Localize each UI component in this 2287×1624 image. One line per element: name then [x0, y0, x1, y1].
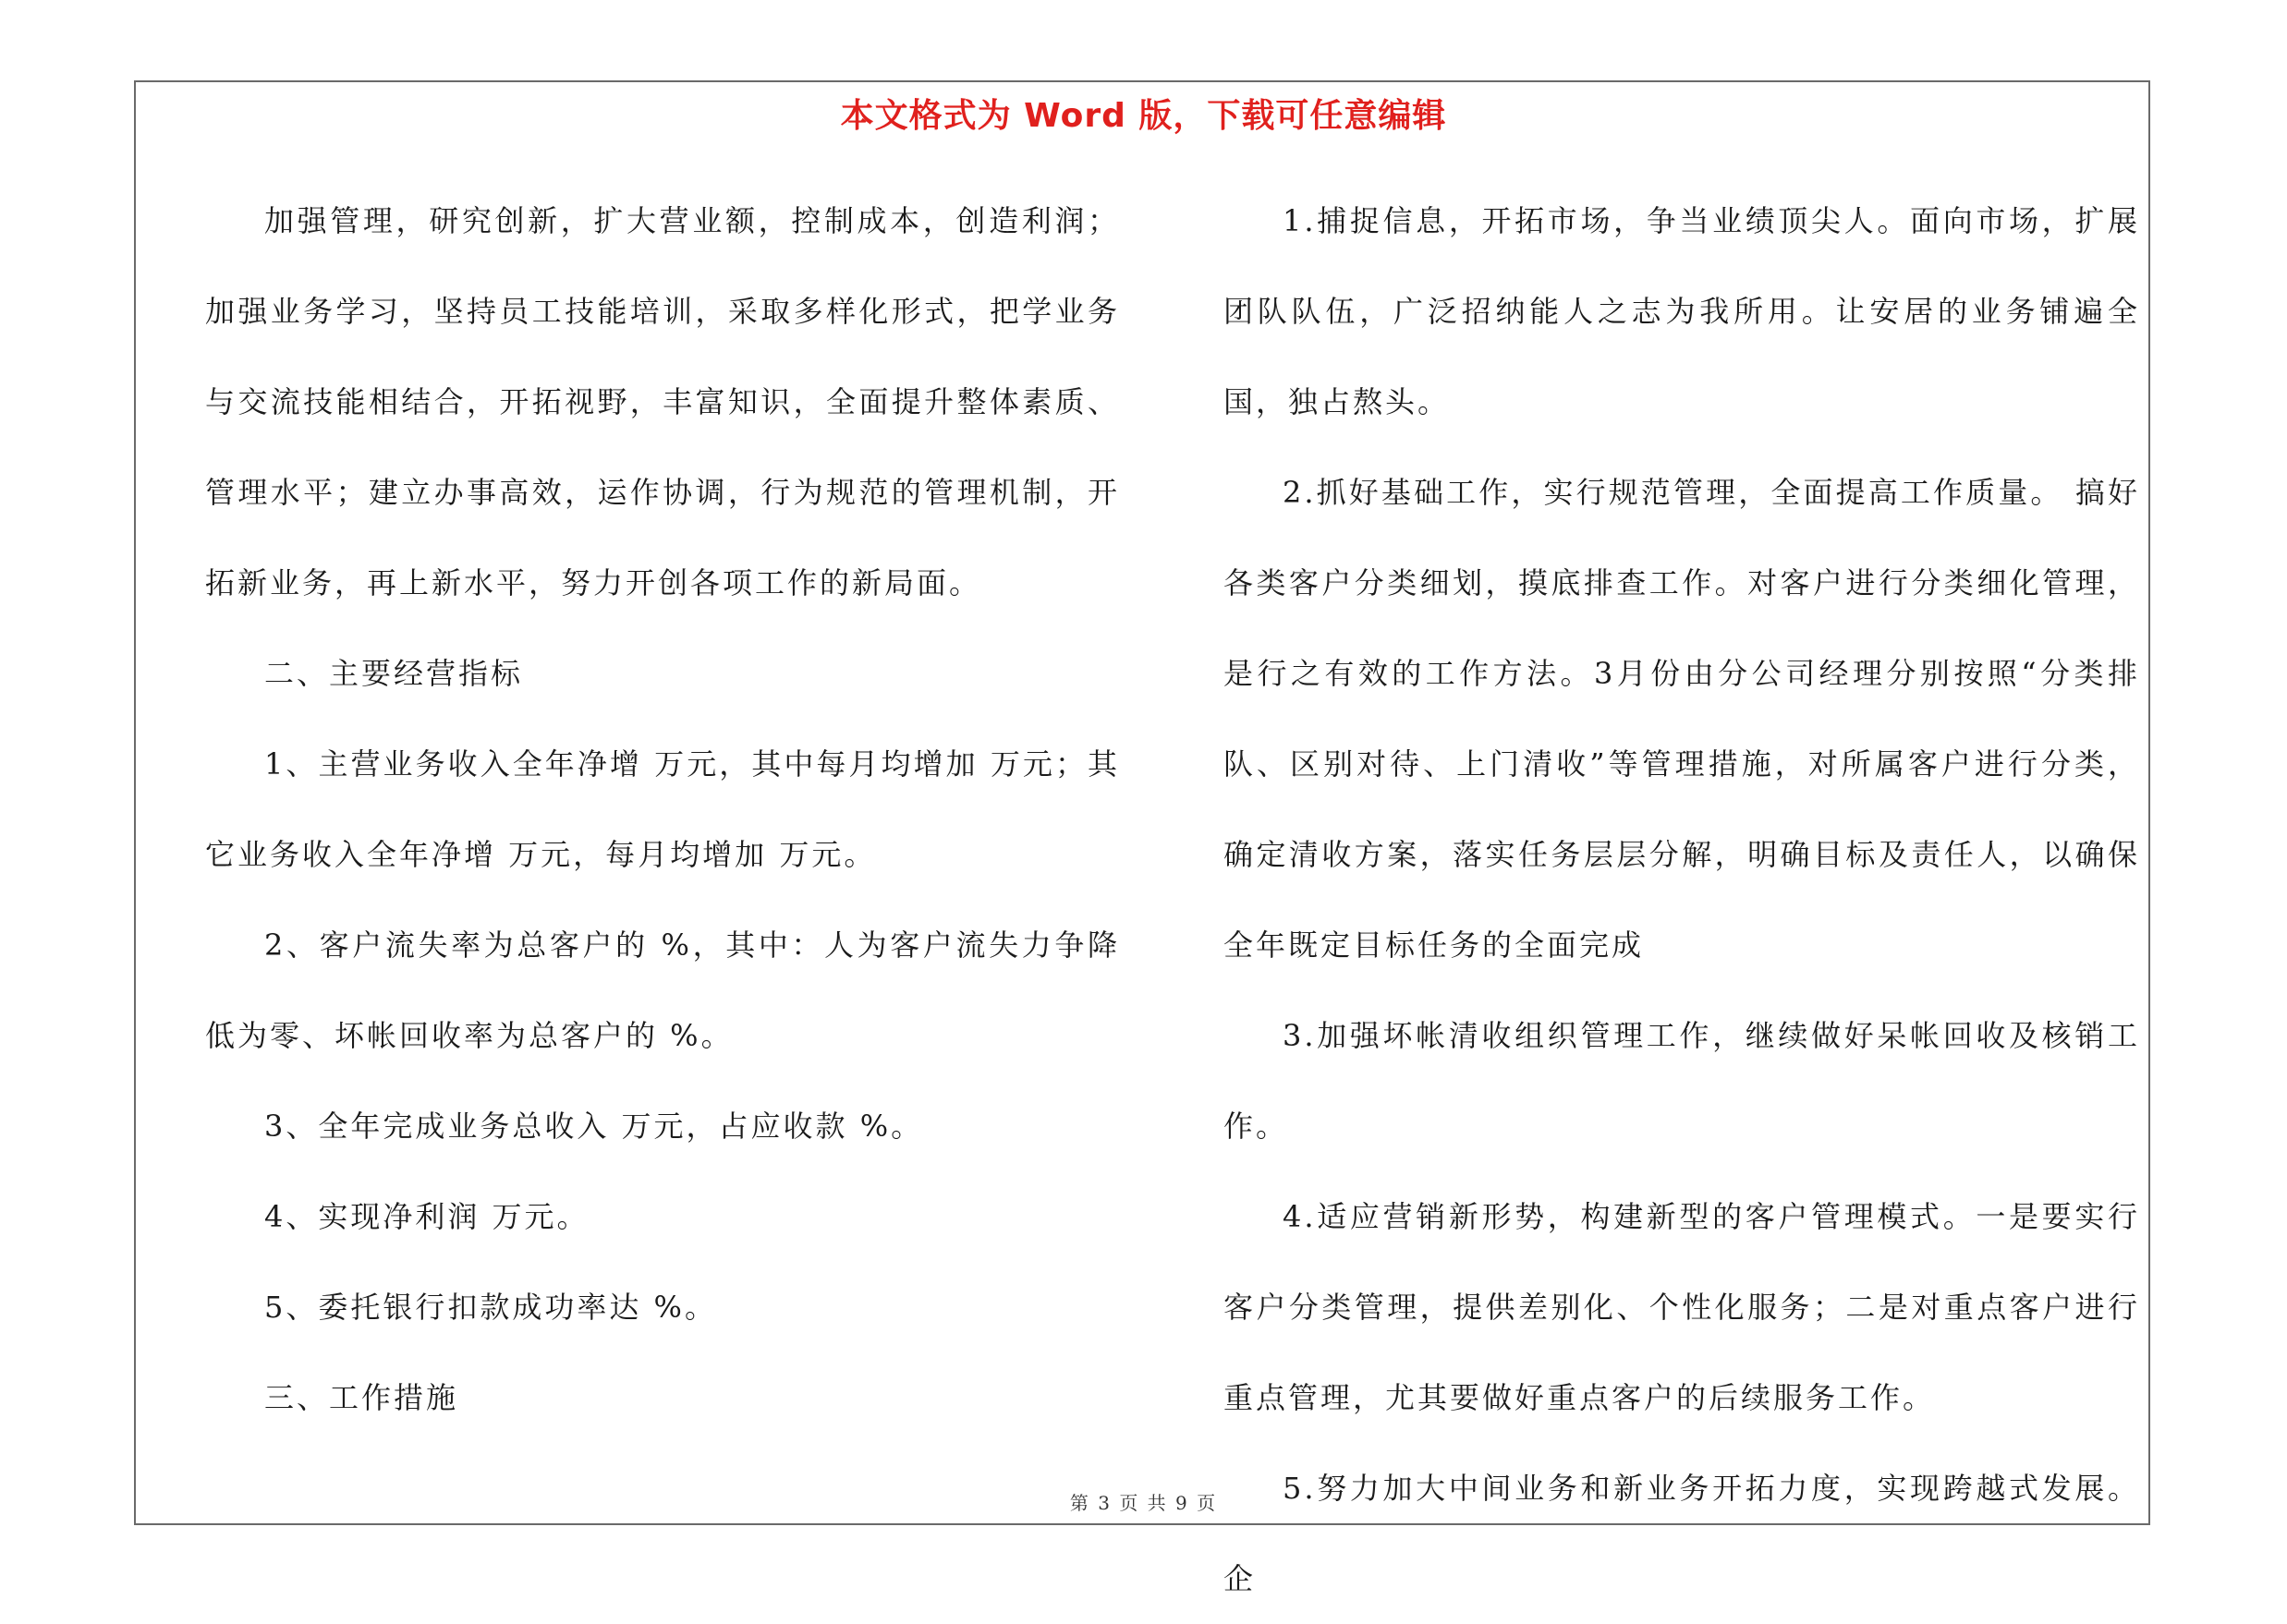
- measure-item-2: 2.抓好基础工作，实行规范管理，全面提高工作质量。 搞好各类客户分类细划，摸底排查工作。对客户进行分类细化管理，是行之有效的工作方法。3月份由分公司经理分别按照“分类排队、区别对待、上门清收”等管理措施，对所属客户进行分类，确定清收方案，落实任务层层分解，明确目标及责任人，以确保全年既定目标任务的全面完成: [1223, 475, 2140, 963]
- section-heading-work-measures: 三、工作措施: [264, 1380, 459, 1415]
- indicator-item-1: 1、主营业务收入全年净增 万元，其中每月均增加 万元；其它业务收入全年净增 万元，每月均增加 万元。: [205, 746, 1120, 872]
- page-number-footer: 第 3 页 共 9 页: [1069, 1492, 1218, 1514]
- measure-item-1: 1.捕捉信息，开拓市场，争当业绩顶尖人。面向市场，扩展团队队伍，广泛招纳能人之志为我所用。让安居的业务铺遍全国，独占熬头。: [1223, 203, 2140, 419]
- paragraph-intro: 加强管理，研究创新，扩大营业额，控制成本，创造利润；加强业务学习，坚持员工技能培训，采取多样化形式，把学业务与交流技能相结合，开拓视野，丰富知识，全面提升整体素质、管理水平；建立办事高效，运作协调，行为规范的管理机制，开拓新业务，再上新水平，努力开创各项工作的新局面。: [205, 203, 1120, 600]
- measure-item-3: 3.加强坏帐清收组织管理工作，继续做好呆帐回收及核销工作。: [1223, 1018, 2140, 1144]
- indicator-item-4: 4、实现净利润 万元。: [264, 1199, 590, 1234]
- word-format-banner: 本文格式为 Word 版，下载可任意编辑: [840, 97, 1447, 135]
- left-text-column: [205, 176, 1120, 1443]
- measure-item-5: 5.努力加大中间业务和新业务开拓力度，实现跨越式发展。 企: [1223, 1471, 2140, 1596]
- section-heading-main-indicators: 二、主要经营指标: [264, 656, 524, 691]
- measure-item-4: 4.适应营销新形势，构建新型的客户管理模式。一是要实行客户分类管理，提供差别化、个性化服务；二是对重点客户进行重点管理，尤其要做好重点客户的后续服务工作。: [1223, 1199, 2140, 1415]
- indicator-item-5: 5、委托银行扣款成功率达 %。: [264, 1290, 717, 1325]
- indicator-item-3: 3、全年完成业务总收入 万元，占应收款 %。: [264, 1109, 924, 1144]
- indicator-item-2: 2、客户流失率为总客户的 %，其中：人为客户流失力争降低为零、坏帐回收率为总客户的 %。: [205, 927, 1120, 1053]
- right-text-column: [1223, 176, 2140, 1624]
